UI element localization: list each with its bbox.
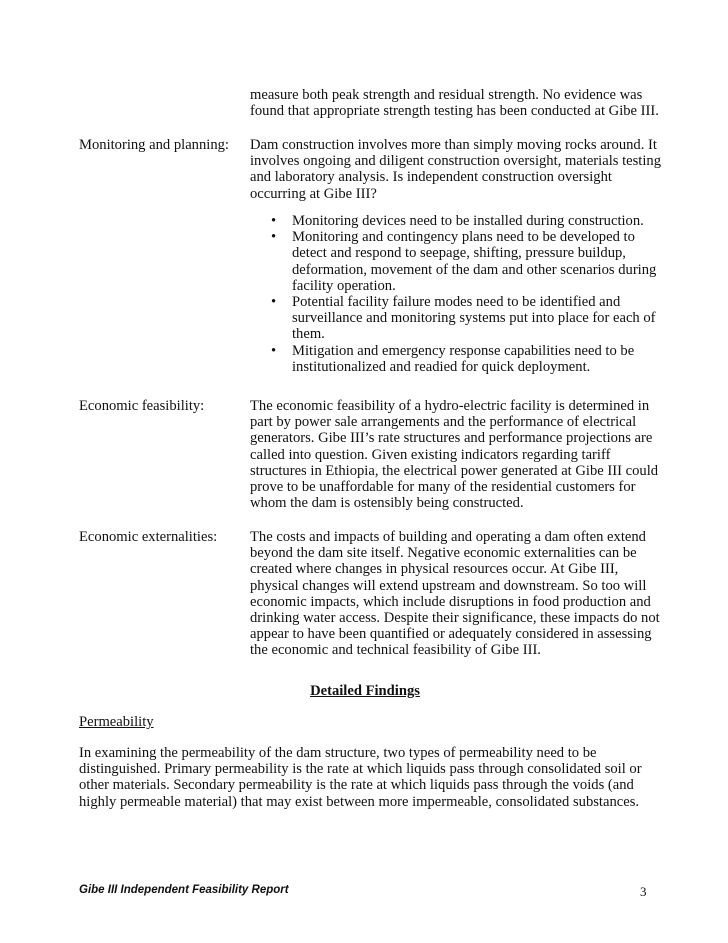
list-item: • Mitigation and emergency response capabilities need to be institutionalized and readied for quick deployment. (271, 342, 635, 375)
intro-paragraph: measure both peak strength and residual strength. No evidence was found that appropriate strength testing has been conducted at Gibe III. (250, 87, 659, 120)
section-text-economic-externalities: The costs and impacts of building and operating a dam often extend beyond the dam site itself. Negative economic externalities can be created where changes in physical resources occur. At Gibe III, physical changes will extend upstream and downstream. So too will economic impacts, which include disruptions in food production and drinking water access. Despite their significance, these impacts do not appear to have been quantified or adequately considered in assessing the economic and technical feasibility of Gibe III. (250, 529, 660, 659)
list-item: • Monitoring devices need to be installed during construction. (271, 213, 644, 229)
list-item: • Monitoring and contingency plans need to be developed to detect and respond to seepage, shifting, pressure buildup, deformation, movement of the dam and other scenarios during facility operation. (271, 229, 657, 294)
detailed-findings-heading: Detailed Findings (310, 683, 420, 699)
bullet-icon: • (271, 342, 277, 359)
permeability-heading: Permeability (79, 714, 154, 730)
monitoring-bullet-list (250, 213, 662, 375)
bullet-icon: • (271, 294, 277, 311)
section-text-economic-feasibility: The economic feasibility of a hydro-electric facility is determined in part by power sale arrangements and the performance of electrical generators. Gibe III’s rate structures and performance projections are called into question. Given existing indicators regarding tariff structures in Ethiopia, the electrical power generated at Gibe III could prove to be unaffordable for many of the residential customers for whom the dam is ostensibly being constructed. (250, 398, 659, 512)
section-label-economic-feasibility: Economic feasibility: (79, 398, 205, 414)
bullet-icon: • (271, 229, 277, 246)
section-label-economic-externalities: Economic externalities: (79, 529, 218, 545)
footer-title: Gibe III Independent Feasibility Report (79, 884, 289, 896)
bullet-icon: • (271, 213, 277, 229)
page-number: 3 (640, 884, 647, 899)
permeability-paragraph: In examining the permeability of the dam structure, two types of permeability need to be distinguished. Primary permeability is the rate at which liquids pass through consolidated soil or other materials. Secondary permeability is the rate at which liquids pass through the voids (and highly permeable material) that may exist between more impermeable, consolidated substances. (79, 745, 642, 810)
section-text-monitoring: Dam construction involves more than simply moving rocks around. It involves ongoing and diligent construction oversight, materials testing and laboratory analysis. Is independent construction oversight occurring at Gibe III? (250, 137, 661, 202)
section-label-monitoring: Monitoring and planning: (79, 137, 229, 153)
list-item: • Potential facility failure modes need to be identified and surveillance and monitoring systems put into place for each of them. (271, 294, 656, 343)
